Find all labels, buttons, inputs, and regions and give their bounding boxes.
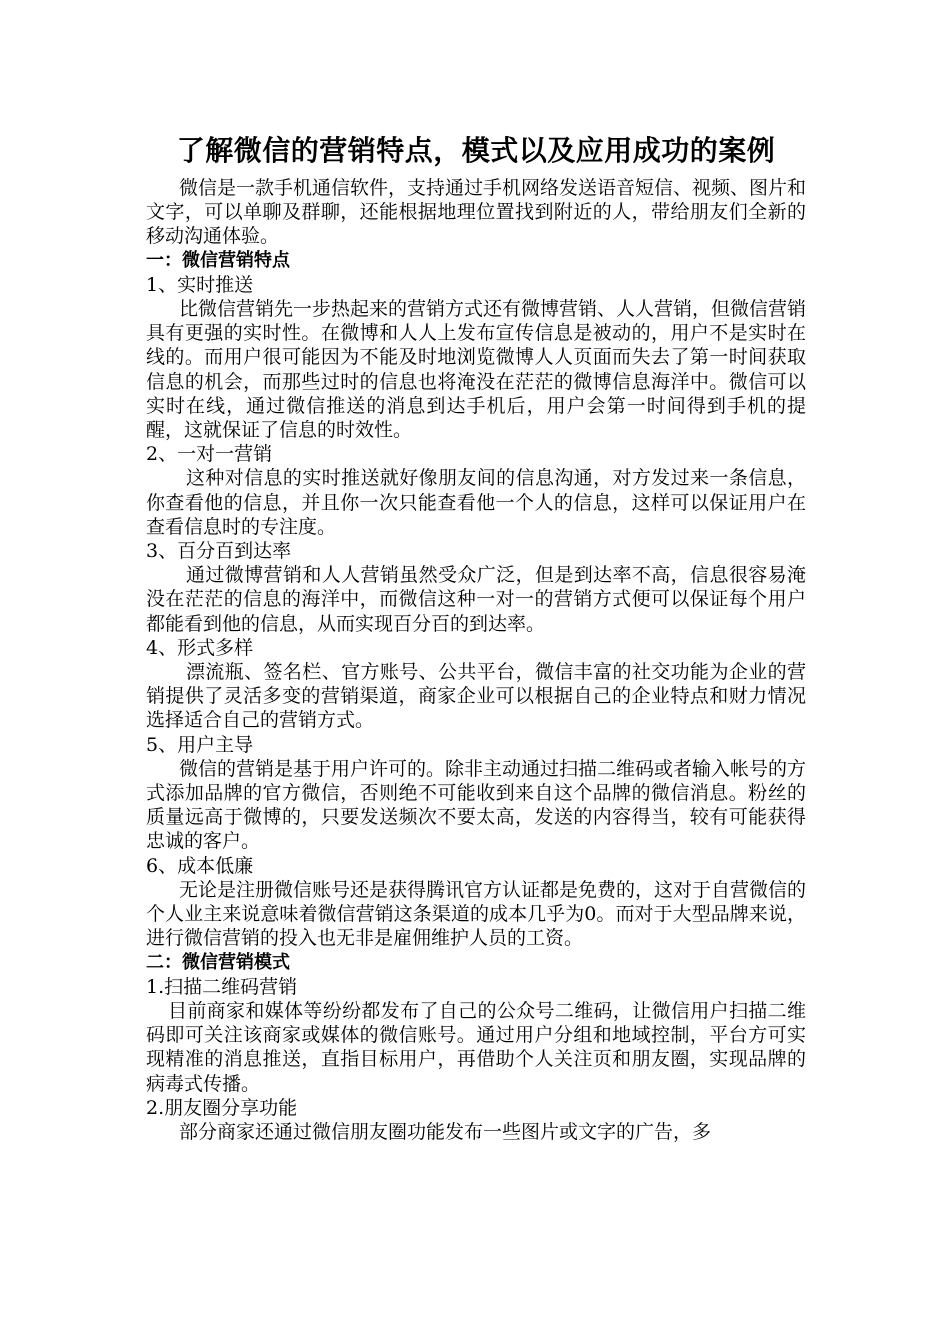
subheading-qr-marketing: 1.扫描二维码营销 [146,975,298,998]
intro-paragraph: 微信是一款手机通信软件，支持通过手机网络发送语音短信、视频、图片和文字，可以单聊及群聊，还能根据地理位置找到附近的人，带给朋友们全新的移动沟通体验。 [146,177,807,248]
paragraph-one-to-one: 这种对信息的实时推送就好像朋友间的信息沟通，对方发过来一条信息，你查看他的信息，并且你一次只能查看他一个人的信息，这样可以保证用户在查看信息时的专注度。 [146,467,806,538]
subheading-diverse-forms: 4、形式多样 [146,636,254,659]
paragraph-reach-rate: 通过微博营销和人人营销虽然受众广泛，但是到达率不高，信息很容易淹没在茫茫的信息的海洋中，而微信这种一对一的营销方式便可以保证每个用户都能看到他的信息，从而实现百分百的到达率。 [146,564,806,635]
subheading-reach-rate: 3、百分百到达率 [146,540,292,563]
subheading-moments-sharing: 2.朋友圈分享功能 [146,1096,298,1119]
paragraph-moments-sharing: 部分商家还通过微信朋友圈功能发布一些图片或文字的广告，多 [179,1120,712,1143]
paragraph-qr-marketing: 目前商家和媒体等纷纷都发布了自己的公众号二维码，让微信用户扫描二维码即可关注该商家或媒体的微信账号。通过用户分组和地域控制，平台方可实现精准的消息推送，直指目标用户，再借助个人关注页和朋友圈，实现品牌的病毒式传播。 [146,999,806,1095]
subheading-one-to-one: 2、一对一营销 [146,443,273,466]
paragraph-low-cost: 无论是注册微信账号还是获得腾讯官方认证都是免费的，这对于自营微信的个人业主来说意味着微信营销这条渠道的成本几乎为0。而对于大型品牌来说，进行微信营销的投入也无非是雇佣维护人员的工资。 [146,878,807,950]
subheading-realtime-push: 1、实时推送 [146,273,254,296]
paragraph-realtime-push: 比微信营销先一步热起来的营销方式还有微博营销、人人营销，但微信营销具有更强的实时性。在微博和人人上发布宣传信息是被动的，用户不是实时在线的。而用户很可能因为不能及时地浏览微博人人页面而失去了第一时间获取信息的机会，而那些过时的信息也将淹没在茫茫的微博信息海洋中。微信可以实时在线，通过微信推送的消息到达手机后，用户会第一时间得到手机的提醒，这就保证了信息的时效性。 [146,298,807,442]
subheading-user-led: 5、用户主导 [146,733,254,756]
section-heading-features: 一：微信营销特点 [146,249,290,271]
subheading-low-cost: 6、成本低廉 [146,854,254,877]
paragraph-diverse-forms: 漂流瓶、签名栏、官方账号、公共平台，微信丰富的社交功能为企业的营销提供了灵活多变的营销渠道，商家企业可以根据自己的企业特点和财力情况选择适合自己的营销方式。 [146,661,806,732]
document-body [146,126,806,1144]
paragraph-user-led: 微信的营销是基于用户许可的。除非主动通过扫描二维码或者输入帐号的方式添加品牌的官方微信，否则绝不可能收到来自这个品牌的微信消息。粉丝的质量远高于微博的，只要发送频次不要太高，发送的内容得当，较有可能获得忠诚的客户。 [146,757,807,853]
section-heading-modes: 二：微信营销模式 [146,951,290,973]
document-title: 了解微信的营销特点，模式以及应用成功的案例 [176,134,776,167]
